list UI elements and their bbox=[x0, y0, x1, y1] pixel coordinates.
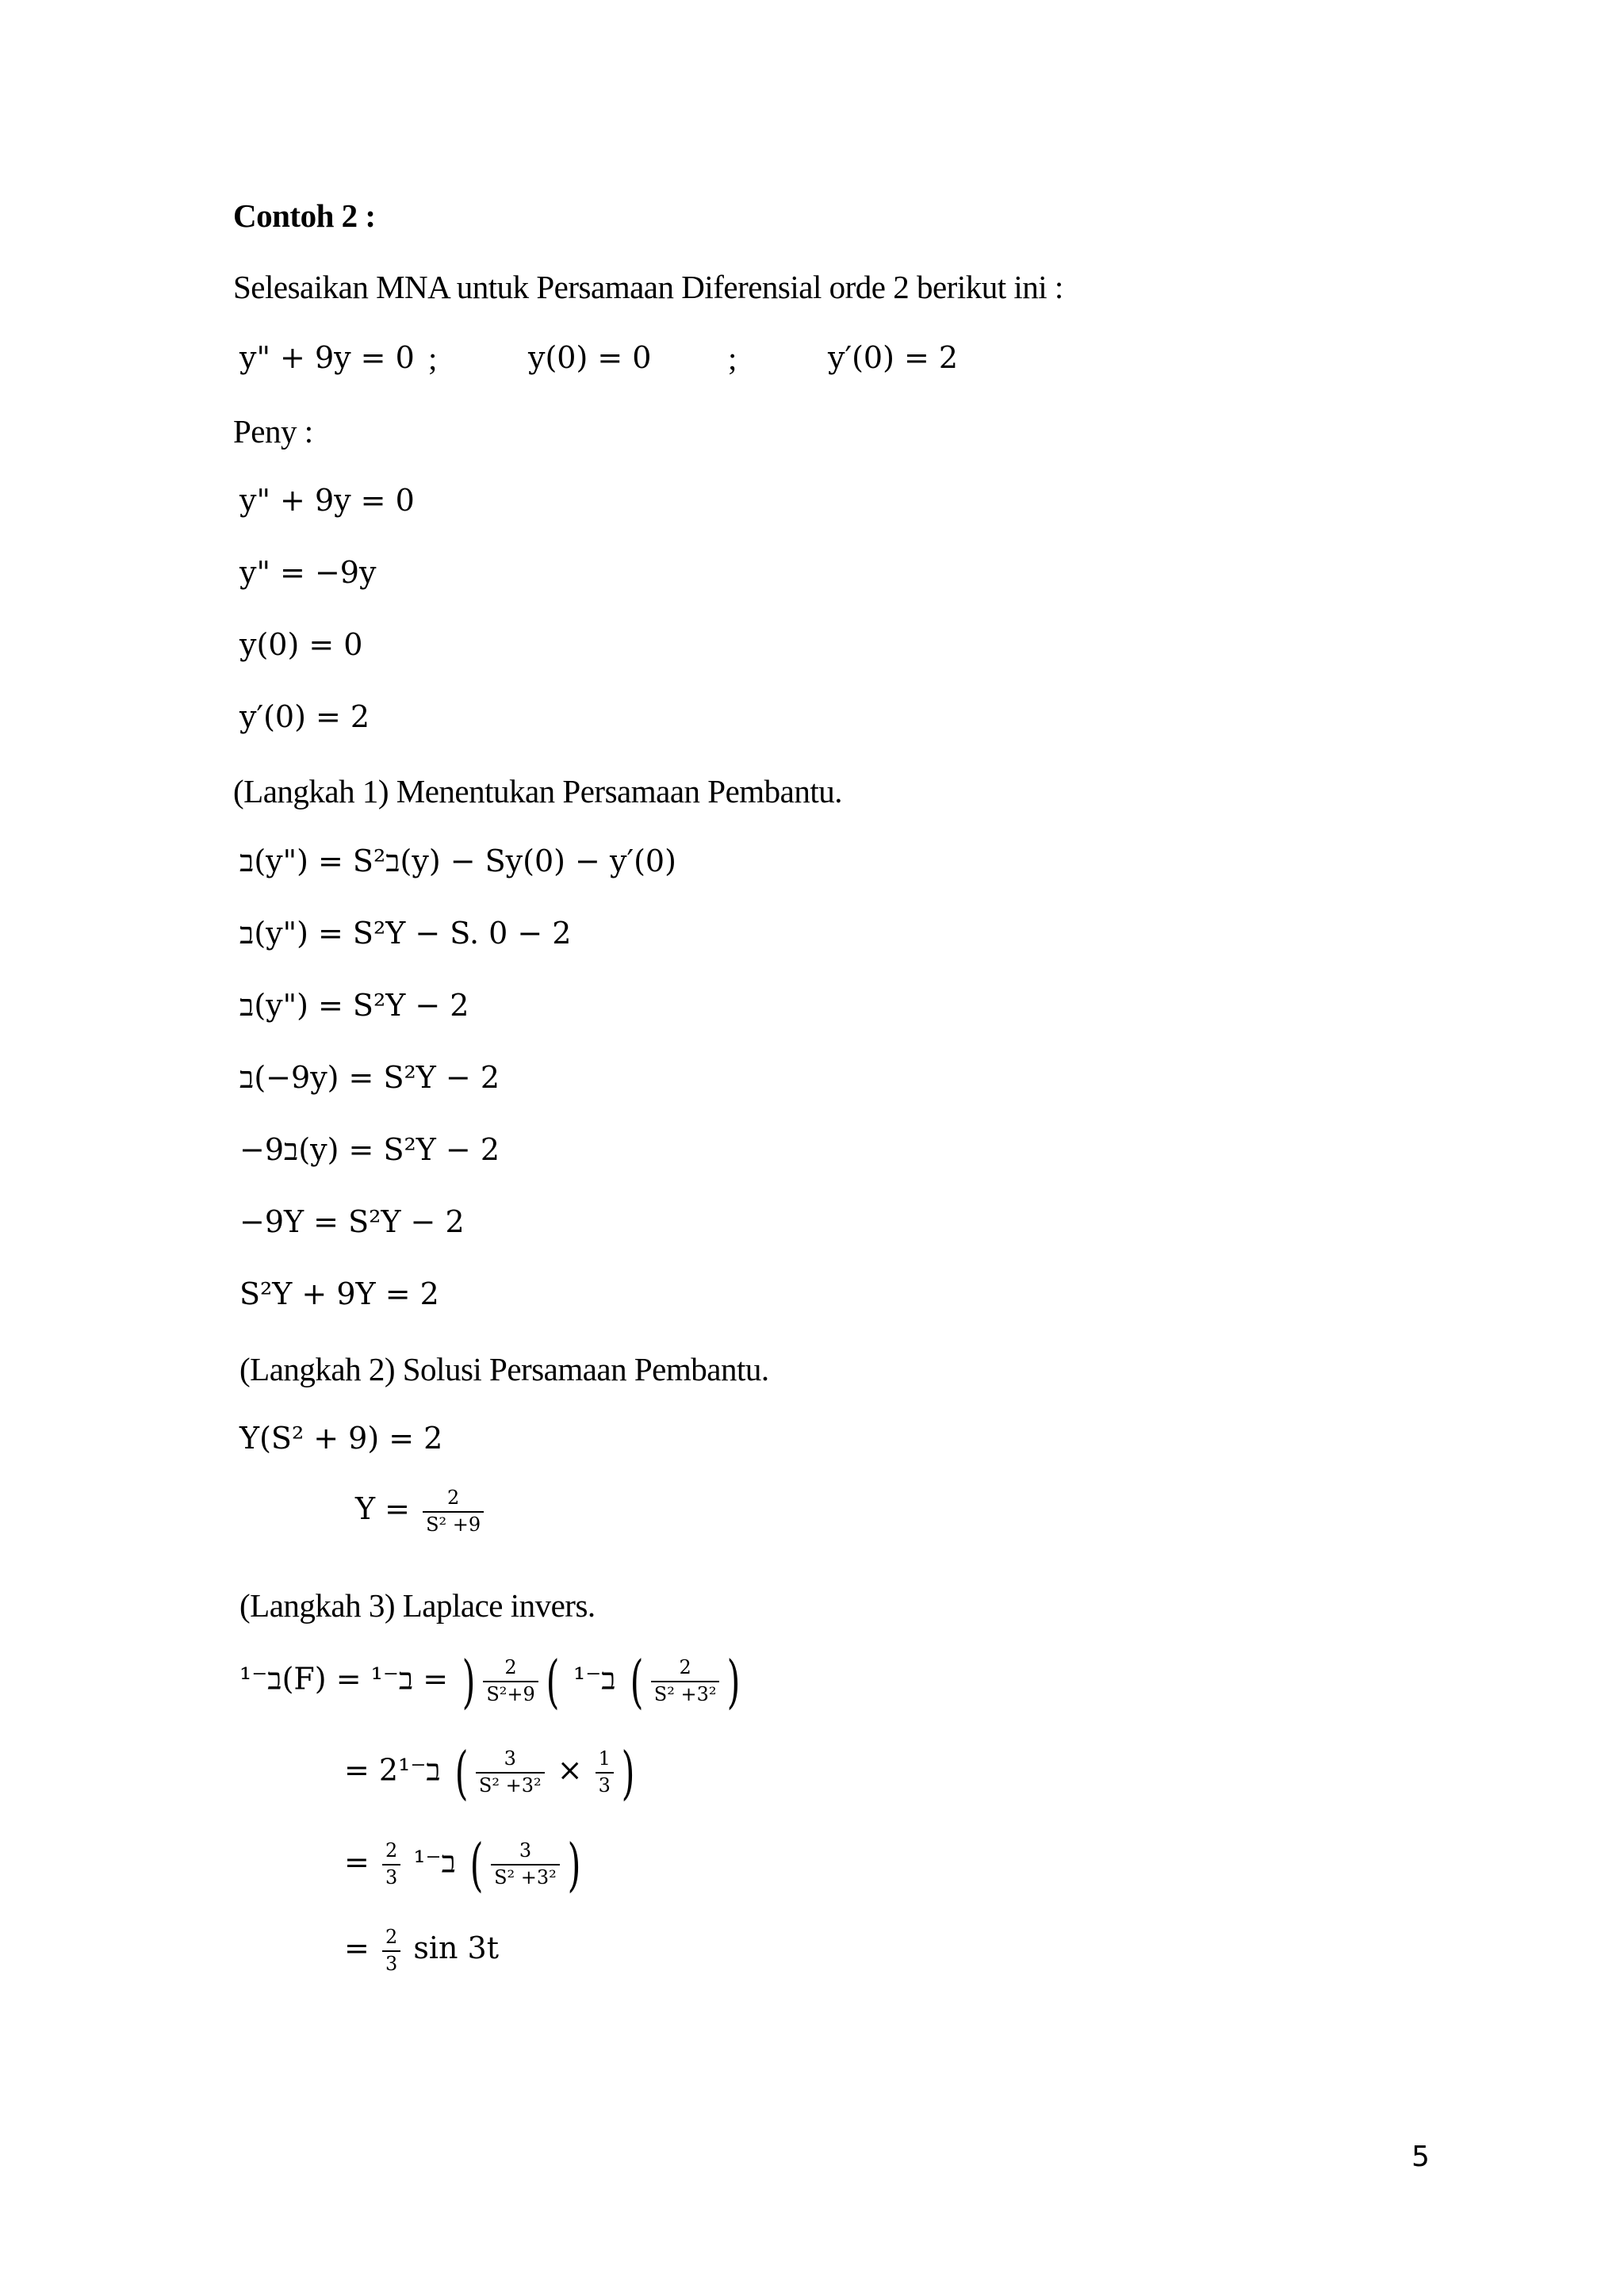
fraction-denominator: 3 bbox=[385, 1952, 398, 1975]
close-paren: ) bbox=[462, 1648, 476, 1715]
step2-y-equation bbox=[355, 1487, 487, 1536]
equals-two-inverse-laplace: = 2ב⁻¹ bbox=[344, 1752, 441, 1788]
open-paren: ( bbox=[469, 1831, 484, 1898]
problem-equation-2: y(0) = 0 bbox=[528, 340, 652, 375]
problem-equation-3: y′(0) = 2 bbox=[828, 340, 959, 375]
given-line-2: y" = −9y bbox=[239, 555, 377, 590]
fraction-denominator: S² +9 bbox=[426, 1513, 481, 1536]
given-line-1: y" + 9y = 0 bbox=[239, 483, 415, 518]
solution-label: Peny : bbox=[233, 413, 313, 450]
fraction-numerator: 2 bbox=[651, 1657, 720, 1682]
step3-title: (Langkah 3) Laplace invers. bbox=[239, 1587, 596, 1624]
equals-sign: = bbox=[344, 1844, 370, 1880]
step1-line-5: −9ב(y) = S²Y − 2 bbox=[239, 1132, 500, 1167]
fraction bbox=[651, 1657, 720, 1705]
problem-separator-2: ; bbox=[728, 340, 737, 377]
fraction-denominator: 3 bbox=[598, 1774, 611, 1797]
open-paren: ( bbox=[454, 1739, 469, 1806]
fraction-denominator: 3 bbox=[385, 1866, 398, 1888]
fraction-numerator: 3 bbox=[491, 1840, 560, 1866]
open-paren: ( bbox=[630, 1648, 644, 1715]
example-heading: Contoh 2 : bbox=[233, 197, 376, 234]
fraction-denominator: S² +3² bbox=[494, 1866, 557, 1888]
y-equals: Y = bbox=[355, 1491, 411, 1527]
coefficient-fraction bbox=[382, 1927, 400, 1975]
fraction-y bbox=[423, 1487, 484, 1536]
fraction-numerator: 2 bbox=[423, 1487, 484, 1513]
step2-title: (Langkah 2) Solusi Persamaan Pembantu. bbox=[239, 1351, 769, 1387]
times-sign: × bbox=[557, 1752, 583, 1788]
final-result: sin 3t bbox=[413, 1931, 499, 1966]
problem-equation-1: y" + 9y = 0 bbox=[239, 340, 415, 375]
page-number: 5 bbox=[1411, 2141, 1430, 2173]
inverse-laplace-lhs: ב⁻¹(F) = ב⁻¹ bbox=[239, 1661, 616, 1697]
fraction bbox=[491, 1840, 560, 1888]
close-paren: ) bbox=[621, 1739, 635, 1806]
fraction-numerator: 2 bbox=[382, 1927, 400, 1952]
close-paren: ) bbox=[727, 1648, 741, 1715]
fraction-denominator: S² +3² bbox=[478, 1774, 542, 1797]
step3-line-2 bbox=[344, 1739, 639, 1806]
step3-line-3 bbox=[344, 1831, 585, 1898]
given-line-3: y(0) = 0 bbox=[239, 627, 363, 662]
step1-line-1: ב(y") = S²ב(y) − Sy(0) − y′(0) bbox=[239, 844, 676, 878]
problem-separator-1: ; bbox=[428, 340, 437, 377]
coefficient-fraction bbox=[382, 1840, 400, 1888]
fraction-numerator: 2 bbox=[382, 1840, 400, 1866]
step1-line-7: S²Y + 9Y = 2 bbox=[239, 1276, 439, 1311]
step2-line-1: Y(S² + 9) = 2 bbox=[239, 1421, 443, 1456]
fraction-denominator: S² +3² bbox=[653, 1683, 717, 1705]
fraction bbox=[596, 1748, 614, 1797]
fraction bbox=[483, 1657, 538, 1705]
step1-line-3: ב(y") = S²Y − 2 bbox=[239, 988, 469, 1023]
step3-line-4 bbox=[344, 1927, 499, 1975]
open-paren: ( bbox=[546, 1648, 560, 1715]
step1-line-4: ב(−9y) = S²Y − 2 bbox=[239, 1060, 500, 1095]
fraction-denominator: S²+9 bbox=[486, 1683, 535, 1705]
step3-line-1 bbox=[239, 1648, 745, 1715]
given-line-4: y′(0) = 2 bbox=[239, 699, 370, 734]
step1-line-2: ב(y") = S²Y − S. 0 − 2 bbox=[239, 916, 572, 951]
intro-text: Selesaikan MNA untuk Persamaan Diferensial orde 2 berikut ini : bbox=[233, 269, 1063, 305]
step1-title: (Langkah 1) Menentukan Persamaan Pembantu. bbox=[233, 773, 843, 809]
close-paren: ) bbox=[567, 1831, 581, 1898]
fraction bbox=[476, 1748, 545, 1797]
equals-sign: = bbox=[344, 1931, 370, 1966]
step1-line-6: −9Y = S²Y − 2 bbox=[239, 1204, 465, 1239]
fraction-numerator: 3 bbox=[476, 1748, 545, 1774]
fraction-numerator: 1 bbox=[596, 1748, 614, 1774]
inverse-laplace-operator: ב⁻¹ bbox=[413, 1844, 456, 1880]
fraction-numerator: 2 bbox=[483, 1657, 538, 1682]
equals-inverse-laplace: = ב⁻¹ bbox=[370, 1661, 449, 1697]
